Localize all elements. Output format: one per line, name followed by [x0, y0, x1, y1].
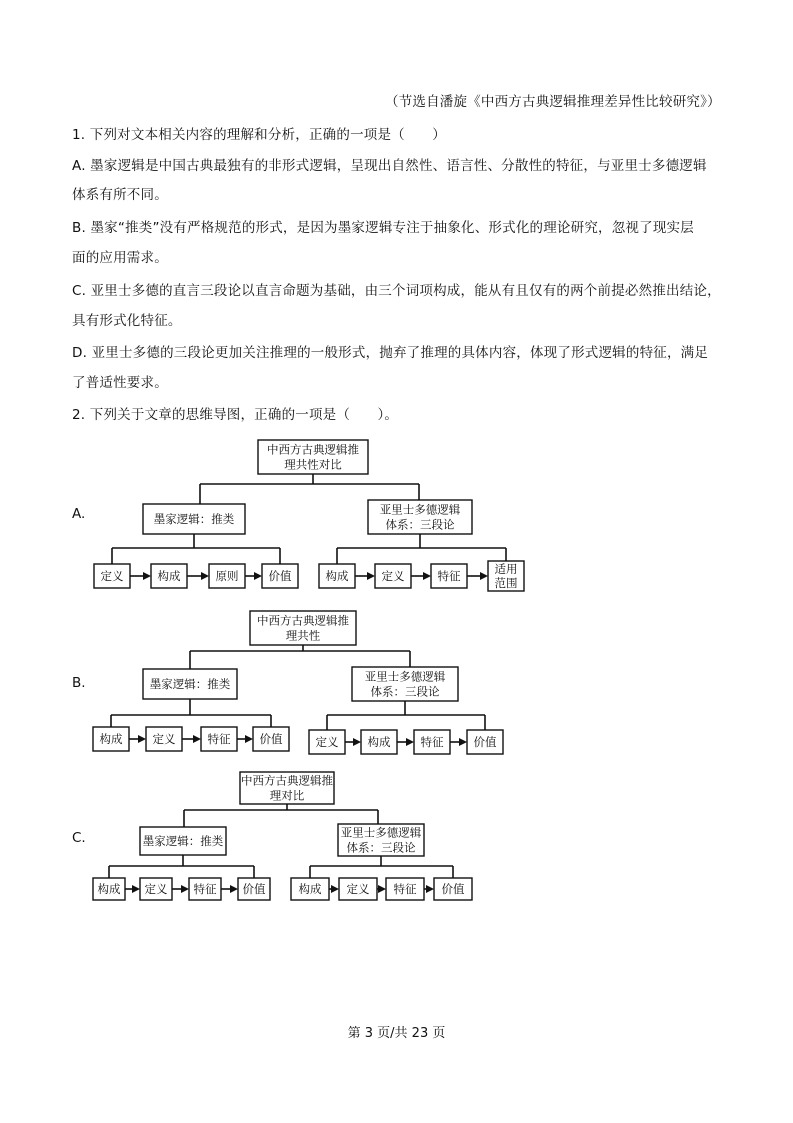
mindmap-b	[0, 603, 793, 763]
chain-node-text: 特征	[207, 732, 231, 746]
arrow-head-icon	[406, 738, 414, 746]
chain-node-text: 构成	[97, 882, 121, 896]
right-branch-node-text: 体系：三段论	[346, 840, 416, 855]
q1-option-d-line-1: D. 亚里士多德的三段论更加关注推理的一般形式，抛弃了推理的具体内容，体现了形式逻辑的特征，满足	[72, 345, 709, 361]
arrow-head-icon	[138, 735, 146, 743]
chain-node-text: 定义	[100, 569, 124, 583]
source-citation: （节选自潘旋《中西方古典逻辑推理差异性比较研究》）	[385, 94, 721, 110]
arrow-head-icon	[367, 572, 375, 580]
arrow-head-icon	[193, 735, 201, 743]
arrow-head-icon	[426, 885, 434, 893]
right-branch-node-text: 体系：三段论	[370, 684, 440, 699]
chain-node-text: 定义	[315, 735, 339, 749]
arrow-head-icon	[254, 572, 262, 580]
chain-node-text: 定义	[144, 882, 168, 896]
q1-option-c-line-1: C. 亚里士多德的直言三段论以直言命题为基础，由三个词项构成，能从有且仅有的两个前提必然推出结论，	[72, 283, 721, 299]
chain-node-text: 特征	[193, 882, 217, 896]
arrow-head-icon	[143, 572, 151, 580]
arrow-head-icon	[245, 735, 253, 743]
q1-option-c-line-2: 具有形式化特征。	[72, 313, 182, 329]
arrow-head-icon	[181, 885, 189, 893]
root-node-text: 理共性	[285, 628, 321, 643]
chain-node-text: 价值	[441, 882, 465, 896]
arrow-head-icon	[459, 738, 467, 746]
left-branch-node-text: 墨家逻辑：推类	[142, 834, 224, 848]
arrow-head-icon	[132, 885, 140, 893]
chain-node-text: 特征	[393, 882, 417, 896]
right-branch-node-text: 亚里士多德逻辑	[340, 825, 422, 840]
chain-node-text: 定义	[381, 569, 405, 583]
chain-node-text: 适用	[494, 562, 518, 576]
q1-option-d-line-2: 了普适性要求。	[72, 375, 168, 391]
chain-node-text: 价值	[268, 569, 292, 583]
chain-node-text: 特征	[420, 735, 444, 749]
root-node-text: 中西方古典逻辑推	[241, 773, 333, 788]
root-node-text: 中西方古典逻辑推	[257, 613, 349, 628]
arrow-head-icon	[201, 572, 209, 580]
mindmap-a	[0, 432, 793, 602]
root-node-text: 理对比	[269, 788, 305, 803]
chain-node-text: 构成	[157, 569, 181, 583]
right-branch-node-text: 体系：三段论	[385, 517, 455, 532]
arrow-head-icon	[423, 572, 431, 580]
chain-node-text: 构成	[99, 732, 123, 746]
q1-option-a-line-2: 体系有所不同。	[72, 187, 168, 203]
arrow-head-icon	[331, 885, 339, 893]
left-branch-node-text: 墨家逻辑：推类	[153, 512, 235, 526]
arrow-head-icon	[480, 572, 488, 580]
right-branch-node-text: 亚里士多德逻辑	[364, 669, 446, 684]
q2-option-c-label: C.	[72, 830, 86, 846]
q1-option-b-line-2: 面的应用需求。	[72, 250, 168, 266]
page-footer: 第 3 页/共 23 页	[347, 1026, 446, 1041]
chain-node-text: 价值	[259, 732, 283, 746]
right-branch-node-text: 亚里士多德逻辑	[379, 502, 461, 517]
q2-option-a-label: A.	[72, 506, 86, 522]
arrow-head-icon	[353, 738, 361, 746]
chain-node-text: 范围	[494, 576, 518, 590]
question-2-stem: 2. 下列关于文章的思维导图，正确的一项是（ ）。	[72, 407, 399, 423]
chain-node-text: 构成	[325, 569, 349, 583]
q2-option-b-label: B.	[72, 675, 86, 691]
chain-node-text: 构成	[367, 735, 391, 749]
root-node-text: 中西方古典逻辑推	[267, 442, 359, 457]
chain-node-text: 定义	[346, 882, 370, 896]
chain-node-text: 定义	[152, 732, 176, 746]
q1-option-b-line-1: B. 墨家“推类”没有严格规范的形式，是因为墨家逻辑专注于抽象化、形式化的理论研究，忽视了现实层	[72, 220, 694, 236]
arrow-head-icon	[230, 885, 238, 893]
chain-node-text: 价值	[473, 735, 497, 749]
chain-node-text: 构成	[298, 882, 322, 896]
q1-option-a-line-1: A. 墨家逻辑是中国古典最独有的非形式逻辑，呈现出自然性、语言性、分散性的特征，与亚里士多德逻辑	[72, 158, 707, 174]
arrow-head-icon	[378, 885, 386, 893]
mindmap-c	[0, 766, 793, 916]
chain-node-text: 原则	[215, 569, 239, 583]
root-node-text: 理共性对比	[284, 457, 342, 472]
left-branch-node-text: 墨家逻辑：推类	[149, 677, 231, 691]
question-1-stem: 1. 下列对文本相关内容的理解和分析，正确的一项是（ ）	[72, 127, 446, 143]
chain-node-text: 特征	[437, 569, 461, 583]
chain-node-text: 价值	[242, 882, 266, 896]
